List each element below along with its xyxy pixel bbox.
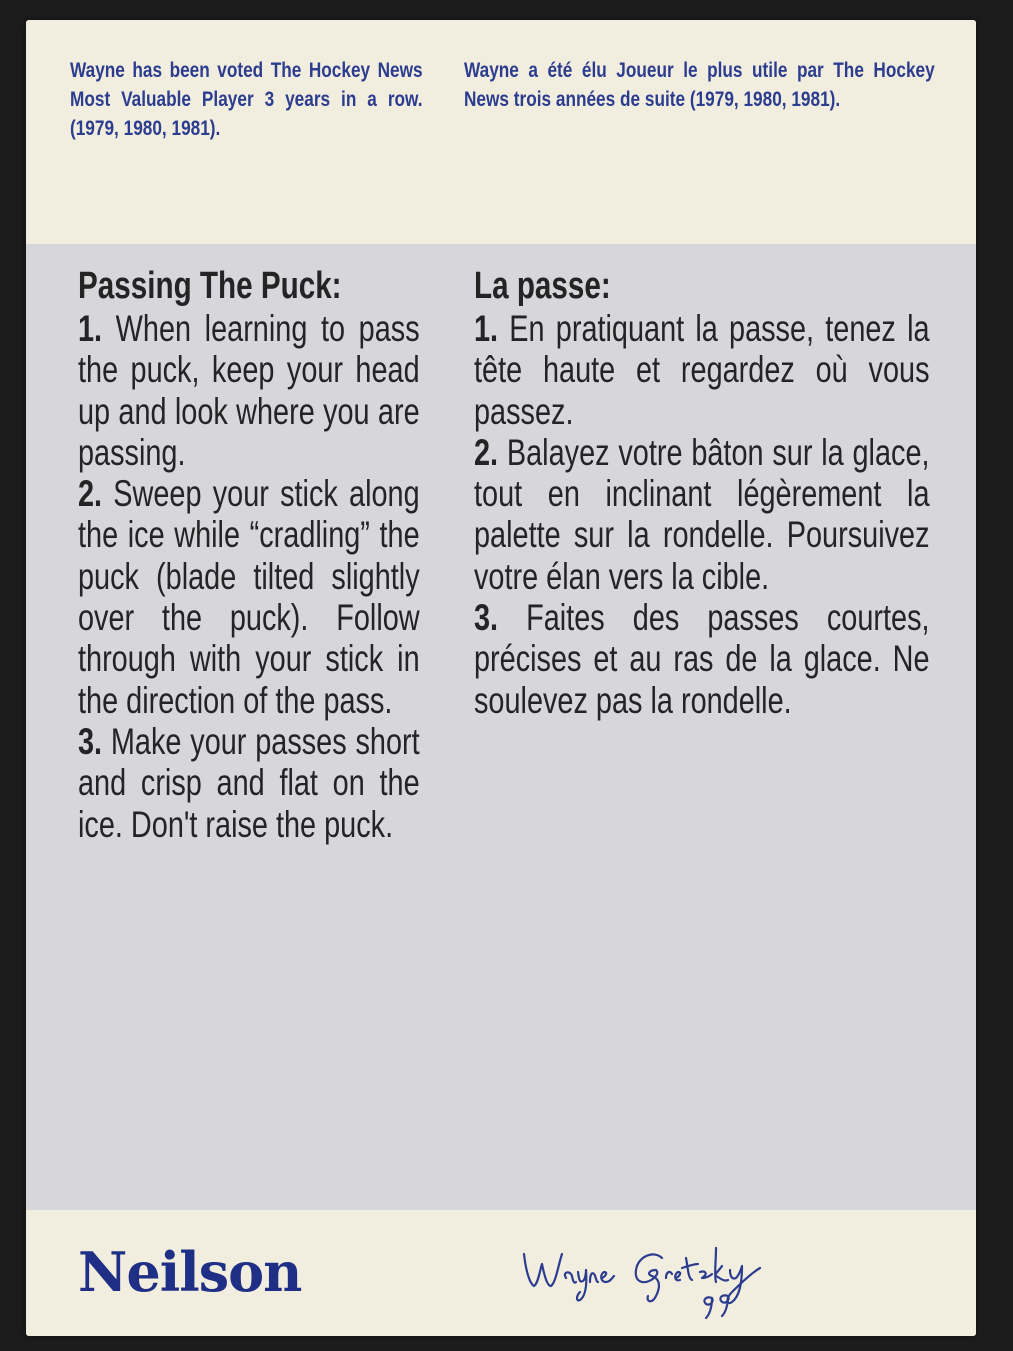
- tip-number: 2.: [78, 473, 103, 515]
- french-tip: [474, 308, 930, 432]
- wayne-gretzky-signature: [516, 1214, 796, 1324]
- tip-text: Make your passes short and crisp and flat on the ice. Don't raise the puck.: [78, 720, 420, 845]
- tip-text: En pratiquant la passe, tenez la tête haute et regardez où vous passez.: [474, 308, 930, 432]
- tip-text: Faites des passes courtes, précises et au ras de la glace. Ne soulevez pas la rondelle.: [474, 597, 930, 721]
- english-column: [78, 266, 420, 845]
- french-tips: [474, 308, 930, 721]
- tip-number: 3.: [474, 597, 499, 639]
- trading-card-back: [26, 20, 976, 1336]
- tip-number: 1.: [78, 308, 103, 349]
- tip-text: Balayez votre bâton sur la glace, tout en inclinant légèrement la palette sur la rondelle. Poursuivez votre élan vers la cible.: [474, 431, 930, 597]
- tip-number: 3.: [78, 720, 103, 762]
- tip-number: 1.: [474, 308, 499, 349]
- english-tip: [78, 721, 420, 845]
- neilson-logo: Neilson: [78, 1240, 302, 1304]
- header-band: [26, 20, 976, 244]
- tip-number: 2.: [474, 431, 499, 473]
- tip-text: Sweep your stick along the ice while “cradling” the puck (blade tilted slightly over the puck). Follow through with your stick in the direction of the pass.: [78, 473, 420, 721]
- english-tip: [78, 473, 420, 721]
- english-title: Passing The Puck:: [78, 265, 342, 307]
- french-title: La passe:: [474, 265, 611, 307]
- tip-text: When learning to pass the puck, keep your head up and look where you are passing.: [78, 308, 420, 473]
- french-tip: [474, 597, 930, 721]
- english-tips: [78, 308, 420, 845]
- english-tip: [78, 308, 420, 473]
- footer-band: [26, 1210, 976, 1336]
- french-award-blurb: Wayne a été élu Joueur le plus utile par The Hockey News trois années de suite (1979, 1980, 1981).: [464, 59, 935, 111]
- english-award-blurb: Wayne has been voted The Hockey News Most Valuable Player 3 years in a row. (1979, 1980, 1981).: [70, 59, 423, 140]
- tips-panel: [26, 244, 976, 1210]
- french-column: [474, 266, 930, 721]
- french-tip: [474, 432, 930, 597]
